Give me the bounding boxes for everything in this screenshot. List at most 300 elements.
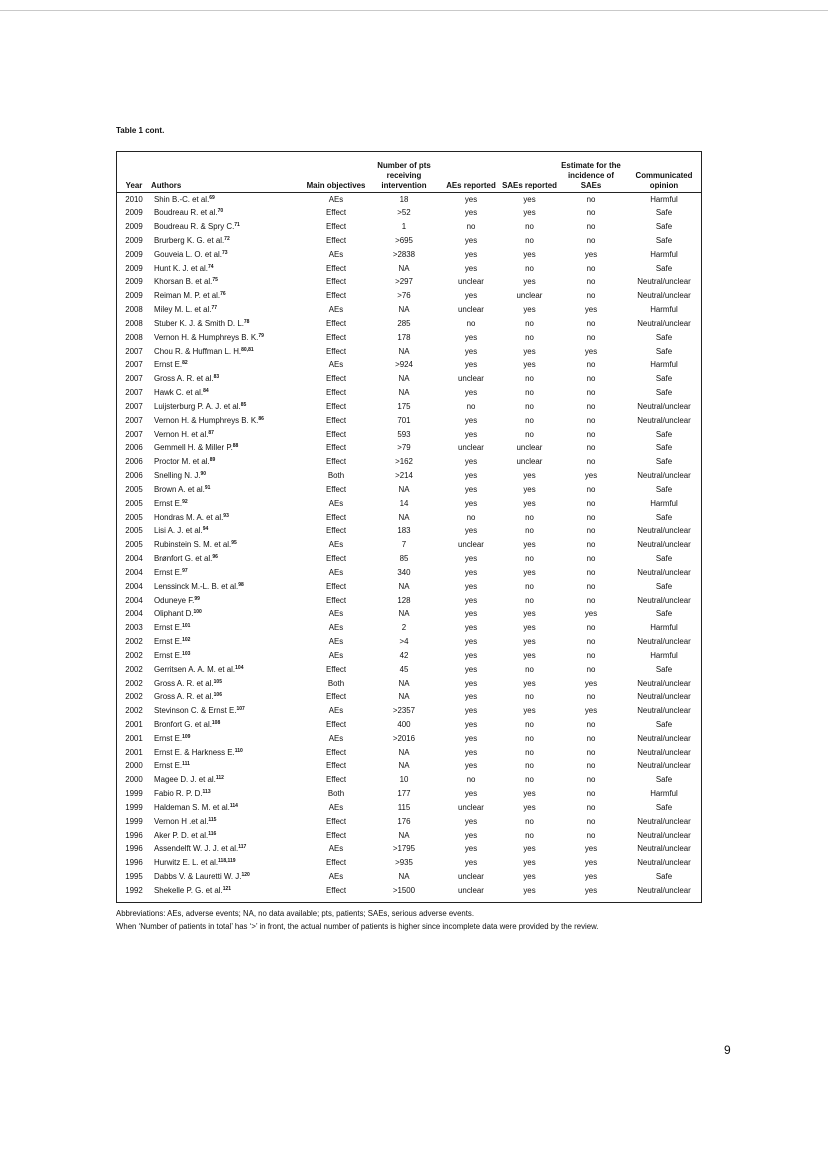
table-row xyxy=(117,635,702,649)
estimate-cell: no xyxy=(586,692,596,702)
objective-cell: AEs xyxy=(328,540,344,550)
saes-reported-cell: yes xyxy=(523,872,536,882)
saes-reported-cell: no xyxy=(525,401,534,411)
year-cell: 2005 xyxy=(125,484,143,494)
reference-number: 73 xyxy=(221,249,228,256)
reference-number: 78 xyxy=(243,318,250,325)
aes-reported-cell: no xyxy=(466,318,476,328)
aes-reported-cell: unclear xyxy=(458,872,484,882)
saes-reported-cell: yes xyxy=(523,346,536,356)
reference-number: 92 xyxy=(182,498,188,505)
top-rule xyxy=(0,10,828,11)
objective-cell: Effect xyxy=(325,429,347,439)
estimate-cell: no xyxy=(586,263,596,273)
aes-reported-cell: unclear xyxy=(458,374,484,384)
year-cell: 2001 xyxy=(125,719,143,729)
author-cell xyxy=(151,690,304,704)
objective-cell: Effect xyxy=(325,346,347,356)
patient-count-cell: NA xyxy=(398,747,410,757)
author-name: Reiman M. P. et al. xyxy=(154,291,221,301)
saes-reported-cell: yes xyxy=(523,858,536,868)
author-name: Oduneye F. xyxy=(154,595,195,605)
objective-cell: Effect xyxy=(325,208,347,218)
objective-cell: Effect xyxy=(325,374,347,384)
estimate-cell: yes xyxy=(584,305,598,315)
reference-number: 90 xyxy=(200,471,207,478)
aes-reported-cell: yes xyxy=(464,415,478,425)
patient-count-cell: 45 xyxy=(399,664,409,674)
author-cell xyxy=(151,635,304,649)
estimate-cell: yes xyxy=(584,609,598,619)
estimate-cell: no xyxy=(586,318,596,328)
aes-reported-cell: yes xyxy=(464,291,478,301)
header-authors: Authors xyxy=(151,152,304,192)
estimate-cell: no xyxy=(586,208,596,218)
patient-count-cell: 14 xyxy=(399,498,409,508)
patient-count-cell: NA xyxy=(398,678,410,688)
objective-cell: Effect xyxy=(325,775,347,785)
patient-count-cell: >297 xyxy=(395,277,413,287)
year-cell: 1996 xyxy=(125,858,143,868)
header-aes-reported: AEs reported xyxy=(440,152,502,192)
year-cell: 2010 xyxy=(125,194,143,204)
estimate-cell: no xyxy=(586,512,596,522)
estimate-cell: yes xyxy=(584,885,598,895)
table-row xyxy=(117,870,702,884)
aes-reported-cell: yes xyxy=(464,194,478,204)
opinion-cell: Neutral/unclear xyxy=(637,318,691,328)
opinion-cell: Neutral/unclear xyxy=(637,747,691,757)
author-name: Vernon H. & Humphreys B. K. xyxy=(154,415,259,425)
author-name: Ernst E. xyxy=(154,498,183,508)
aes-reported-cell: yes xyxy=(464,761,478,771)
aes-reported-cell: yes xyxy=(464,816,478,826)
opinion-cell: Neutral/unclear xyxy=(637,595,691,605)
year-cell: 2002 xyxy=(125,692,143,702)
year-cell: 2007 xyxy=(125,346,143,356)
author-name: Ernst E. xyxy=(154,761,183,771)
opinion-cell: Neutral/unclear xyxy=(637,761,691,771)
year-cell: 2002 xyxy=(125,664,143,674)
objective-cell: Effect xyxy=(325,457,347,467)
aes-reported-cell: yes xyxy=(464,249,478,259)
author-name: Ernst E. xyxy=(154,623,183,633)
estimate-cell: no xyxy=(586,277,596,287)
estimate-cell: no xyxy=(586,567,596,577)
objective-cell: AEs xyxy=(328,360,344,370)
aes-reported-cell: yes xyxy=(464,388,478,398)
page-number: 9 xyxy=(724,1043,731,1057)
aes-reported-cell: yes xyxy=(464,208,478,218)
aes-reported-cell: yes xyxy=(464,747,478,757)
objective-cell: AEs xyxy=(328,706,344,716)
author-name: Gross A. R. et al. xyxy=(154,692,214,702)
reference-number: 83 xyxy=(213,374,220,381)
estimate-cell: no xyxy=(586,457,596,467)
reference-number: 89 xyxy=(209,457,216,464)
table-row xyxy=(117,262,702,276)
aes-reported-cell: yes xyxy=(464,706,478,716)
author-name: Lenssinck M.-L. B. et al. xyxy=(154,581,239,591)
aes-reported-cell: yes xyxy=(464,678,478,688)
table-row xyxy=(117,414,702,428)
saes-reported-cell: no xyxy=(525,733,534,743)
objective-cell: Effect xyxy=(325,291,347,301)
saes-reported-cell: no xyxy=(525,429,534,439)
author-name: Hunt K. J. et al. xyxy=(154,263,208,273)
patient-count-cell: >52 xyxy=(397,208,411,218)
reference-number: 113 xyxy=(202,789,211,796)
patient-count-cell: >162 xyxy=(395,457,413,467)
opinion-cell: Harmful xyxy=(650,498,678,508)
estimate-cell: no xyxy=(586,429,596,439)
patient-count-cell: 18 xyxy=(399,194,409,204)
opinion-cell: Harmful xyxy=(650,194,678,204)
estimate-cell: no xyxy=(586,830,596,840)
reference-number: 98 xyxy=(238,581,244,588)
author-name: Chou R. & Huffman L. H. xyxy=(154,346,242,356)
table-row xyxy=(117,497,702,511)
opinion-cell: Harmful xyxy=(650,249,678,259)
year-cell: 2005 xyxy=(125,512,143,522)
patient-count-cell: >935 xyxy=(395,858,413,868)
author-cell xyxy=(151,483,304,497)
patient-count-cell: 340 xyxy=(397,567,411,577)
opinion-cell: Safe xyxy=(655,484,673,494)
author-cell xyxy=(151,275,304,289)
reference-number: 70 xyxy=(217,208,224,215)
patient-count-cell: >1500 xyxy=(392,885,416,895)
opinion-cell: Safe xyxy=(655,581,673,591)
reference-number: 87 xyxy=(208,429,214,436)
author-name: Gross A. R. et al. xyxy=(154,678,214,688)
year-cell: 2009 xyxy=(125,236,143,245)
table-row xyxy=(117,856,702,870)
saes-reported-cell: no xyxy=(525,374,534,384)
year-cell: 2005 xyxy=(125,540,143,550)
patient-count-cell: >79 xyxy=(397,443,411,453)
year-cell: 2009 xyxy=(125,277,143,287)
opinion-cell: Safe xyxy=(655,263,673,273)
reference-number: 96 xyxy=(212,554,218,561)
header-year: Year xyxy=(117,152,151,192)
objective-cell: Effect xyxy=(325,858,347,868)
patient-count-cell: >76 xyxy=(397,291,411,301)
objective-cell: AEs xyxy=(328,650,344,660)
opinion-cell: Neutral/unclear xyxy=(637,733,691,743)
year-cell: 2002 xyxy=(125,637,143,647)
aes-reported-cell: yes xyxy=(464,581,478,591)
estimate-cell: no xyxy=(586,650,596,660)
saes-reported-cell: yes xyxy=(523,789,536,799)
year-cell: 1992 xyxy=(125,885,143,895)
objective-cell: Effect xyxy=(325,692,347,702)
year-cell: 2006 xyxy=(125,457,143,467)
aes-reported-cell: yes xyxy=(464,360,478,370)
table-row xyxy=(117,331,702,345)
estimate-cell: no xyxy=(586,484,596,494)
reference-number: 104 xyxy=(235,664,244,671)
aes-reported-cell: yes xyxy=(464,609,478,619)
author-cell xyxy=(151,372,304,386)
objective-cell: Effect xyxy=(325,512,347,522)
opinion-cell: Harmful xyxy=(650,789,678,799)
objective-cell: Effect xyxy=(325,222,347,232)
aes-reported-cell: yes xyxy=(464,484,478,494)
opinion-cell: Neutral/unclear xyxy=(637,567,691,577)
reference-number: 84 xyxy=(203,388,209,395)
estimate-cell: no xyxy=(586,554,596,564)
opinion-cell: Safe xyxy=(655,429,673,439)
author-name: Assendelft W. J. J. et al. xyxy=(154,844,239,854)
patient-count-cell: 176 xyxy=(397,816,411,826)
patient-count-cell: >924 xyxy=(395,360,413,370)
objective-cell: Effect xyxy=(325,885,347,895)
reference-number: 100 xyxy=(193,609,202,616)
author-name: Khorsan B. et al. xyxy=(154,277,213,287)
year-cell: 1996 xyxy=(125,830,143,840)
patient-count-cell: 7 xyxy=(401,540,407,550)
objective-cell: Effect xyxy=(325,401,347,411)
aes-reported-cell: yes xyxy=(464,844,478,854)
saes-reported-cell: yes xyxy=(523,277,536,287)
aes-reported-cell: yes xyxy=(464,664,478,674)
author-cell xyxy=(151,884,304,898)
saes-reported-cell: unclear xyxy=(516,443,543,453)
table-row xyxy=(117,815,702,829)
author-name: Ernst E. xyxy=(154,360,183,370)
patient-count-cell: 183 xyxy=(397,526,411,536)
reference-number: 102 xyxy=(182,637,191,644)
reference-number: 97 xyxy=(182,567,188,574)
objective-cell: Effect xyxy=(325,761,347,771)
patient-count-cell: 10 xyxy=(399,775,409,785)
opinion-cell: Safe xyxy=(655,208,673,218)
patient-count-cell: NA xyxy=(398,761,410,771)
objective-cell: AEs xyxy=(328,609,344,619)
opinion-cell: Safe xyxy=(655,609,673,619)
year-cell: 2002 xyxy=(125,706,143,716)
table-body xyxy=(117,192,702,898)
patient-count-cell: >214 xyxy=(395,471,413,481)
opinion-cell: Safe xyxy=(655,222,673,232)
table-row xyxy=(117,275,702,289)
aes-reported-cell: unclear xyxy=(458,443,484,453)
opinion-cell: Neutral/unclear xyxy=(637,401,691,411)
reference-number: 116 xyxy=(208,830,217,837)
estimate-cell: yes xyxy=(584,706,598,716)
estimate-cell: no xyxy=(586,194,596,204)
objective-cell: Both xyxy=(327,789,345,799)
opinion-cell: Safe xyxy=(655,457,673,467)
saes-reported-cell: no xyxy=(525,415,534,425)
saes-reported-cell: no xyxy=(525,581,534,591)
objective-cell: Effect xyxy=(325,443,347,453)
aes-reported-cell: unclear xyxy=(458,277,484,287)
table-row xyxy=(117,746,702,760)
saes-reported-cell: yes xyxy=(523,844,536,854)
year-cell: 2001 xyxy=(125,747,143,757)
year-cell: 2007 xyxy=(125,401,143,411)
aes-reported-cell: no xyxy=(466,775,476,785)
opinion-cell: Neutral/unclear xyxy=(637,678,691,688)
opinion-cell: Safe xyxy=(655,802,673,812)
reference-number: 82 xyxy=(182,360,188,367)
author-cell xyxy=(151,773,304,787)
objective-cell: AEs xyxy=(328,249,344,259)
saes-reported-cell: yes xyxy=(523,706,536,716)
objective-cell: Effect xyxy=(325,664,347,674)
year-cell: 2008 xyxy=(125,332,143,342)
estimate-cell: no xyxy=(586,388,596,398)
table-row xyxy=(117,220,702,234)
patient-count-cell: >2357 xyxy=(392,706,416,716)
year-cell: 2008 xyxy=(125,305,143,315)
opinion-cell: Neutral/unclear xyxy=(637,291,691,301)
opinion-cell: Harmful xyxy=(650,360,678,370)
reference-number: 95 xyxy=(231,540,237,547)
objective-cell: AEs xyxy=(328,733,344,743)
objective-cell: Both xyxy=(327,678,345,688)
estimate-cell: yes xyxy=(584,678,598,688)
saes-reported-cell: yes xyxy=(523,802,536,812)
reference-number: 74 xyxy=(207,263,214,270)
table-row xyxy=(117,524,702,538)
opinion-cell: Neutral/unclear xyxy=(637,471,691,481)
saes-reported-cell: no xyxy=(525,512,534,522)
author-name: Gemmell H. & Miller P. xyxy=(154,443,233,453)
patient-count-cell: NA xyxy=(398,830,410,840)
reference-number: 108 xyxy=(211,719,221,726)
saes-reported-cell: yes xyxy=(523,637,536,647)
year-cell: 2005 xyxy=(125,526,143,536)
reference-number: 91 xyxy=(204,484,211,491)
table-row xyxy=(117,234,702,248)
saes-reported-cell: yes xyxy=(523,249,536,259)
table-row xyxy=(117,732,702,746)
reference-number: 79 xyxy=(258,332,264,339)
table-row xyxy=(117,386,702,400)
author-cell xyxy=(151,594,304,608)
estimate-cell: no xyxy=(586,637,596,647)
estimate-cell: yes xyxy=(584,858,598,868)
aes-reported-cell: yes xyxy=(464,567,478,577)
year-cell: 2004 xyxy=(125,554,143,564)
estimate-cell: no xyxy=(586,236,596,245)
year-cell: 1996 xyxy=(125,844,143,854)
author-name: Gross A. R. et al. xyxy=(154,374,214,384)
author-cell xyxy=(151,538,304,552)
author-name: Vernon H. & Humphreys B. K. xyxy=(154,332,259,342)
objective-cell: AEs xyxy=(328,305,344,315)
saes-reported-cell: no xyxy=(525,554,534,564)
table-row xyxy=(117,621,702,635)
estimate-cell: no xyxy=(586,498,596,508)
patient-count-cell: 285 xyxy=(397,318,411,328)
patient-count-cell: 400 xyxy=(397,719,411,729)
objective-cell: AEs xyxy=(328,637,344,647)
objective-cell: Both xyxy=(327,471,345,481)
opinion-cell: Neutral/unclear xyxy=(637,415,691,425)
year-cell: 2007 xyxy=(125,429,143,439)
aes-reported-cell: yes xyxy=(464,650,478,660)
table-row xyxy=(117,663,702,677)
estimate-cell: no xyxy=(586,415,596,425)
reference-number: 86 xyxy=(258,415,264,422)
opinion-cell: Neutral/unclear xyxy=(637,277,691,287)
author-name: Hondras M. A. et al. xyxy=(154,512,224,522)
table-row xyxy=(117,718,702,732)
patient-count-cell: >2016 xyxy=(392,733,416,743)
table-row xyxy=(117,759,702,773)
author-name: Shin B.-C. et al. xyxy=(154,194,210,204)
estimate-cell: no xyxy=(586,222,596,232)
author-cell xyxy=(151,386,304,400)
table-row xyxy=(117,676,702,690)
author-name: Rubinstein S. M. et al. xyxy=(154,540,232,550)
author-name: Ernst E. xyxy=(154,733,183,743)
reference-number: 93 xyxy=(223,512,229,519)
estimate-cell: no xyxy=(586,802,596,812)
table-notes xyxy=(116,907,736,933)
table-row xyxy=(117,842,702,856)
objective-cell: Effect xyxy=(325,719,347,729)
author-cell xyxy=(151,262,304,276)
saes-reported-cell: no xyxy=(525,595,534,605)
saes-reported-cell: yes xyxy=(523,623,536,633)
estimate-cell: no xyxy=(586,761,596,771)
patient-count-cell: NA xyxy=(398,692,410,702)
reference-number: 77 xyxy=(211,305,218,312)
patient-count-cell: 115 xyxy=(397,802,411,812)
estimate-cell: no xyxy=(586,401,596,411)
year-cell: 2004 xyxy=(125,595,143,605)
saes-reported-cell: yes xyxy=(523,360,536,370)
estimate-cell: no xyxy=(586,789,596,799)
opinion-cell: Harmful xyxy=(650,305,678,315)
header-estimate-incidence: Estimate for the incidence of SAEs xyxy=(557,152,625,192)
saes-reported-cell: no xyxy=(525,526,534,536)
author-cell xyxy=(151,621,304,635)
saes-reported-cell: unclear xyxy=(516,291,543,301)
saes-reported-cell: yes xyxy=(523,678,536,688)
aes-reported-cell: unclear xyxy=(458,305,484,315)
patient-count-cell: NA xyxy=(398,263,410,273)
table-row xyxy=(117,690,702,704)
aes-reported-cell: unclear xyxy=(458,540,484,550)
abbreviations-note: Abbreviations: AEs, adverse events; NA, no data available; pts, patients; SAEs, serious adverse events. xyxy=(116,909,474,918)
author-name: Ernst E. xyxy=(154,650,183,660)
author-cell xyxy=(151,248,304,262)
author-name: Shekelle P. G. et al. xyxy=(154,885,223,895)
year-cell: 2006 xyxy=(125,471,143,481)
reference-number: 105 xyxy=(213,678,222,685)
table-row xyxy=(117,704,702,718)
estimate-cell: no xyxy=(586,664,596,674)
table-row xyxy=(117,289,702,303)
objective-cell: AEs xyxy=(328,844,344,854)
reference-number: 69 xyxy=(209,194,215,201)
author-cell xyxy=(151,552,304,566)
results-table xyxy=(116,151,702,903)
patient-count-cell: NA xyxy=(398,484,410,494)
saes-reported-cell: no xyxy=(525,761,534,771)
author-name: Luijsterburg P. A. J. et al. xyxy=(154,401,241,411)
header-main-objectives: Main objectives xyxy=(304,152,368,192)
author-cell xyxy=(151,234,304,248)
author-name: Brurberg K. G. et al. xyxy=(154,236,225,245)
year-cell: 1999 xyxy=(125,816,143,826)
